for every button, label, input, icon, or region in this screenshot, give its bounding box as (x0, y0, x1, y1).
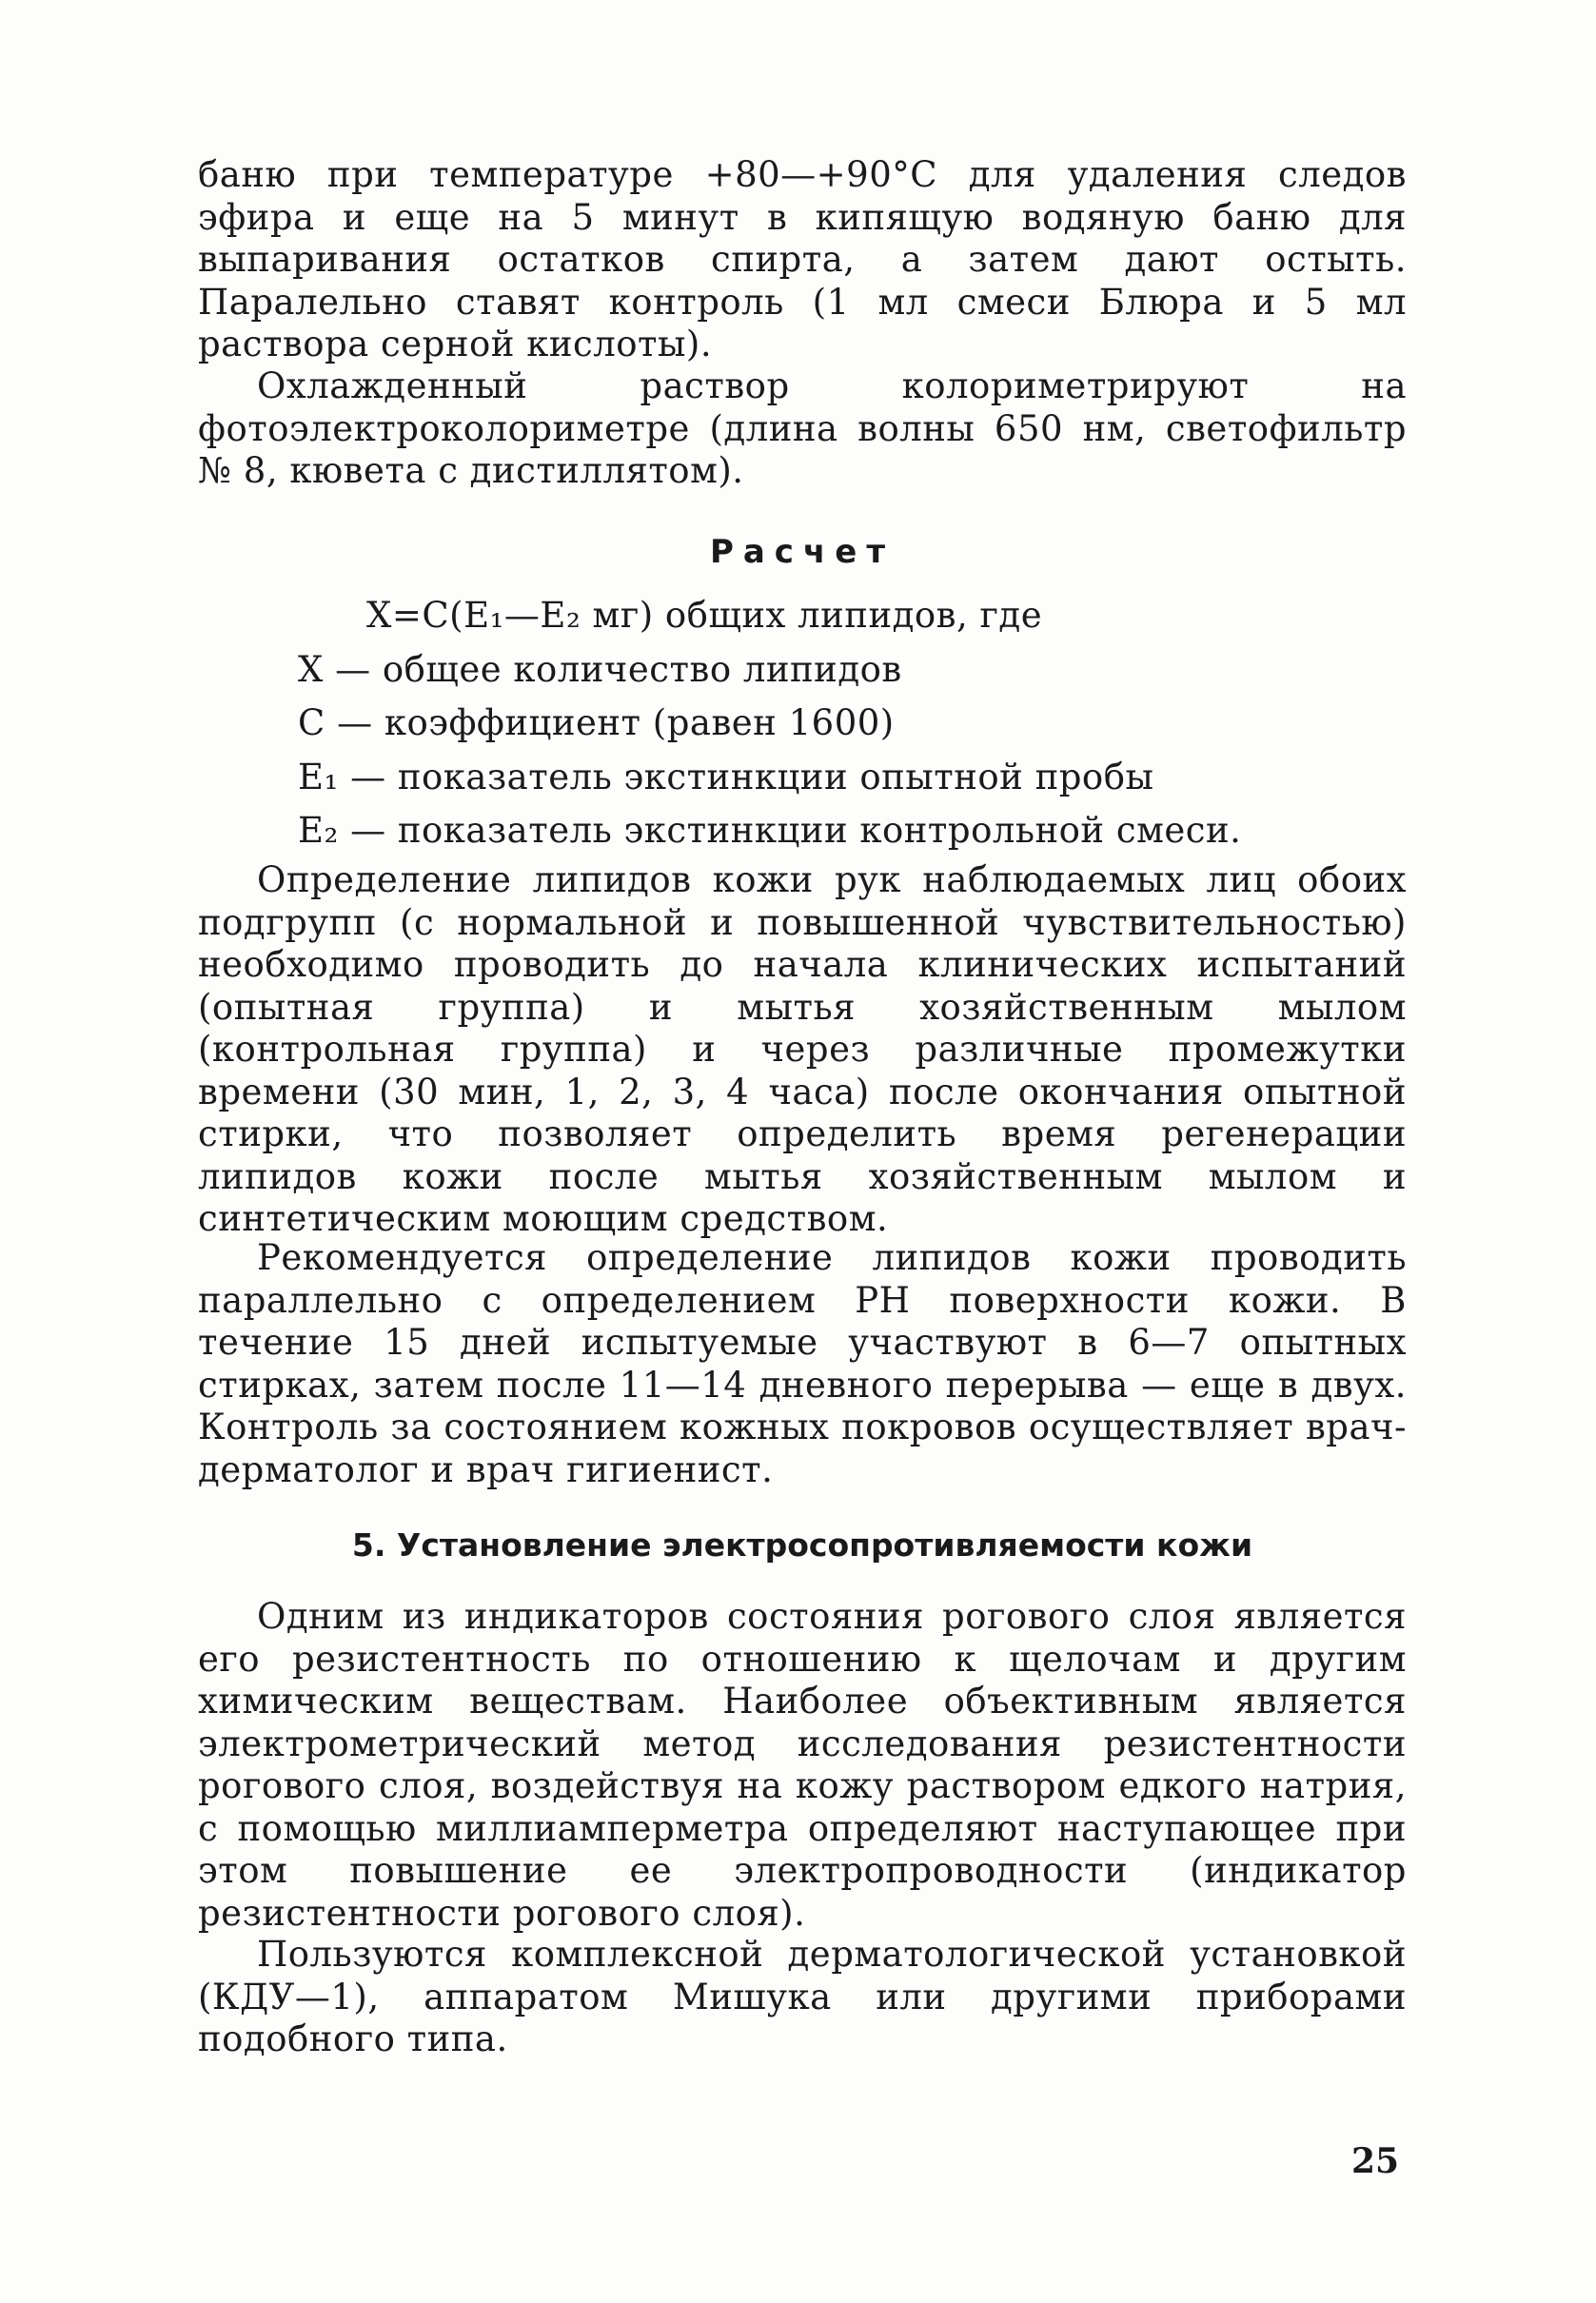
page-number: 25 (1351, 2141, 1400, 2181)
paragraph-equipment: Пользуются комплексной дерматологической установкой (КДУ—1), аппаратом Мишука или другими приборами подобного типа. (198, 1934, 1407, 2059)
paragraph-skin-resistance: Одним из индикаторов состояния рогового слоя является его резистентность по отношению к щелочам и другим химическим веществам. Наиболее объективным является электрометрический метод исследования резистентности рогового слоя, воздействуя на кожу раствором едкого натрия, с помощью миллиамперметра определяют наступающее при этом повышение ее электропроводности (индикатор резистентности рогового слоя). (198, 1596, 1407, 1934)
paragraph-colorimetry: Охлажденный раствор колориметрируют на фотоэлектроколориметре (длина волны 650 нм, светофильтр № 8, кювета с дистиллятом). (198, 365, 1407, 491)
definition-e1: Е₁ — показатель экстинкции опытной пробы (298, 757, 1154, 797)
paragraph-lipid-determination: Определение липидов кожи рук наблюдаемых лиц обоих подгрупп (с нормальной и повышенной чувствительностью) необходимо проводить до начала клинических испытаний (опытная группа) и мытья хозяйственным мылом (контрольная группа) и через различные промежутки времени (30 мин, 1, 2, 3, 4 часа) после окончания опытной стирки, что позволяет определить время регенерации липидов кожи после мытья хозяйственным мылом и синтетическим моющим средством. (198, 859, 1407, 1239)
calculation-heading: Расчет (709, 533, 896, 571)
definition-e2: Е₂ — показатель экстинкции контрольной смеси. (298, 810, 1242, 851)
section-heading: 5. Установление электросопротивляемости кожи (351, 1526, 1253, 1564)
definition-x: Х — общее количество липидов (298, 649, 902, 690)
paragraph-recommendation: Рекомендуется определение липидов кожи проводить параллельно с определением PH поверхности кожи. В течение 15 дней испытуемые участвуют в 6—7 опытных стирках, затем после 11—14 дневного перерыва — еще в двух. Контроль за состоянием кожных покровов осуществляет врач-дерматолог и врач гигиенист. (198, 1237, 1407, 1490)
formula: Х=С(Е₁—Е₂ мг) общих липидов, где (366, 595, 1043, 636)
definition-c: С — коэффициент (равен 1600) (298, 702, 895, 743)
paragraph-bath-temperature: баню при температуре +80—+90°С для удаления следов эфира и еще на 5 минут в кипящую водяную баню для выпаривания остатков спирта, а затем дают остыть. Паралельно ставят контроль (1 мл смеси Блюра и 5 мл раствора серной кислоты). (198, 154, 1407, 364)
